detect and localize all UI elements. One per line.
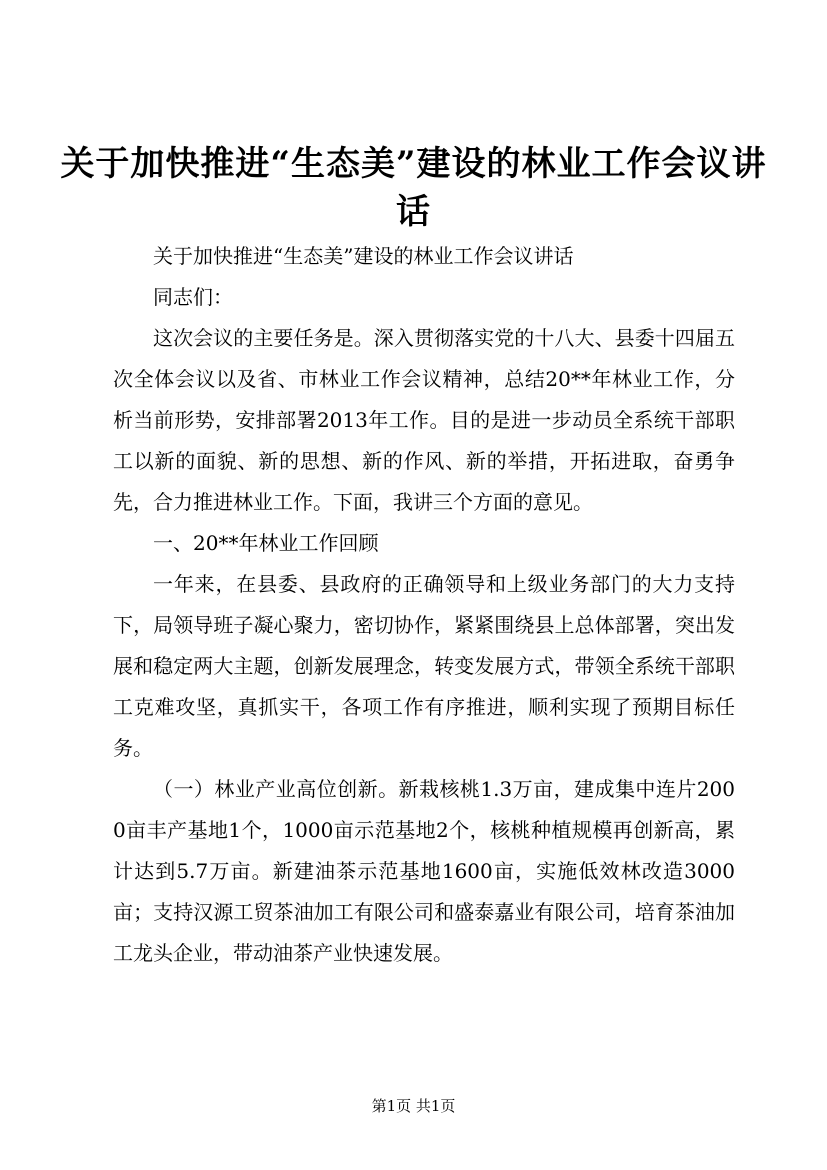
paragraph-intro: 这次会议的主要任务是。深入贯彻落实党的十八大、县委十四届五次全体会议以及省、市林业工作会议精神，总结20**年林业工作，分析当前形势，安排部署2013年工作。目的是进一步动员全系统干部职工以新的面貌、新的思想、新的作风、新的举措，开拓进取，奋勇争先，合力推进林业工作。下面，我讲三个方面的意见。 xyxy=(113,326,735,514)
document-title: 关于加快推进“生态美”建设的林业工作会议讲话 xyxy=(60,144,767,232)
section-heading: 一、20**年林业工作回顾 xyxy=(153,531,379,555)
paragraph-subtitle: 关于加快推进“生态美”建设的林业工作会议讲话 xyxy=(153,244,574,268)
paragraph-salutation: 同志们： xyxy=(153,285,233,309)
page-footer: 第1页 共1页 xyxy=(371,1097,456,1115)
document-body xyxy=(113,236,735,974)
paragraph-industry: （一）林业产业高位创新。新栽核桃1.3万亩，建成集中连片2000亩丰产基地1个，1000亩示范基地2个，核桃种植规模再创新高，累计达到5.7万亩。新建油茶示范基地1600亩，实施低效林改造3000亩；支持汉源工贸茶油加工有限公司和盛泰嘉业有限公司，培育茶油加工龙头企业，带动油茶产业快速发展。 xyxy=(113,777,735,965)
paragraph-review: 一年来，在县委、县政府的正确领导和上级业务部门的大力支持下，局领导班子凝心聚力，密切协作，紧紧围绕县上总体部署，突出发展和稳定两大主题，创新发展理念，转变发展方式，带领全系统干部职工克难攻坚，真抓实干，各项工作有序推进，顺利实现了预期目标任务。 xyxy=(113,572,735,760)
